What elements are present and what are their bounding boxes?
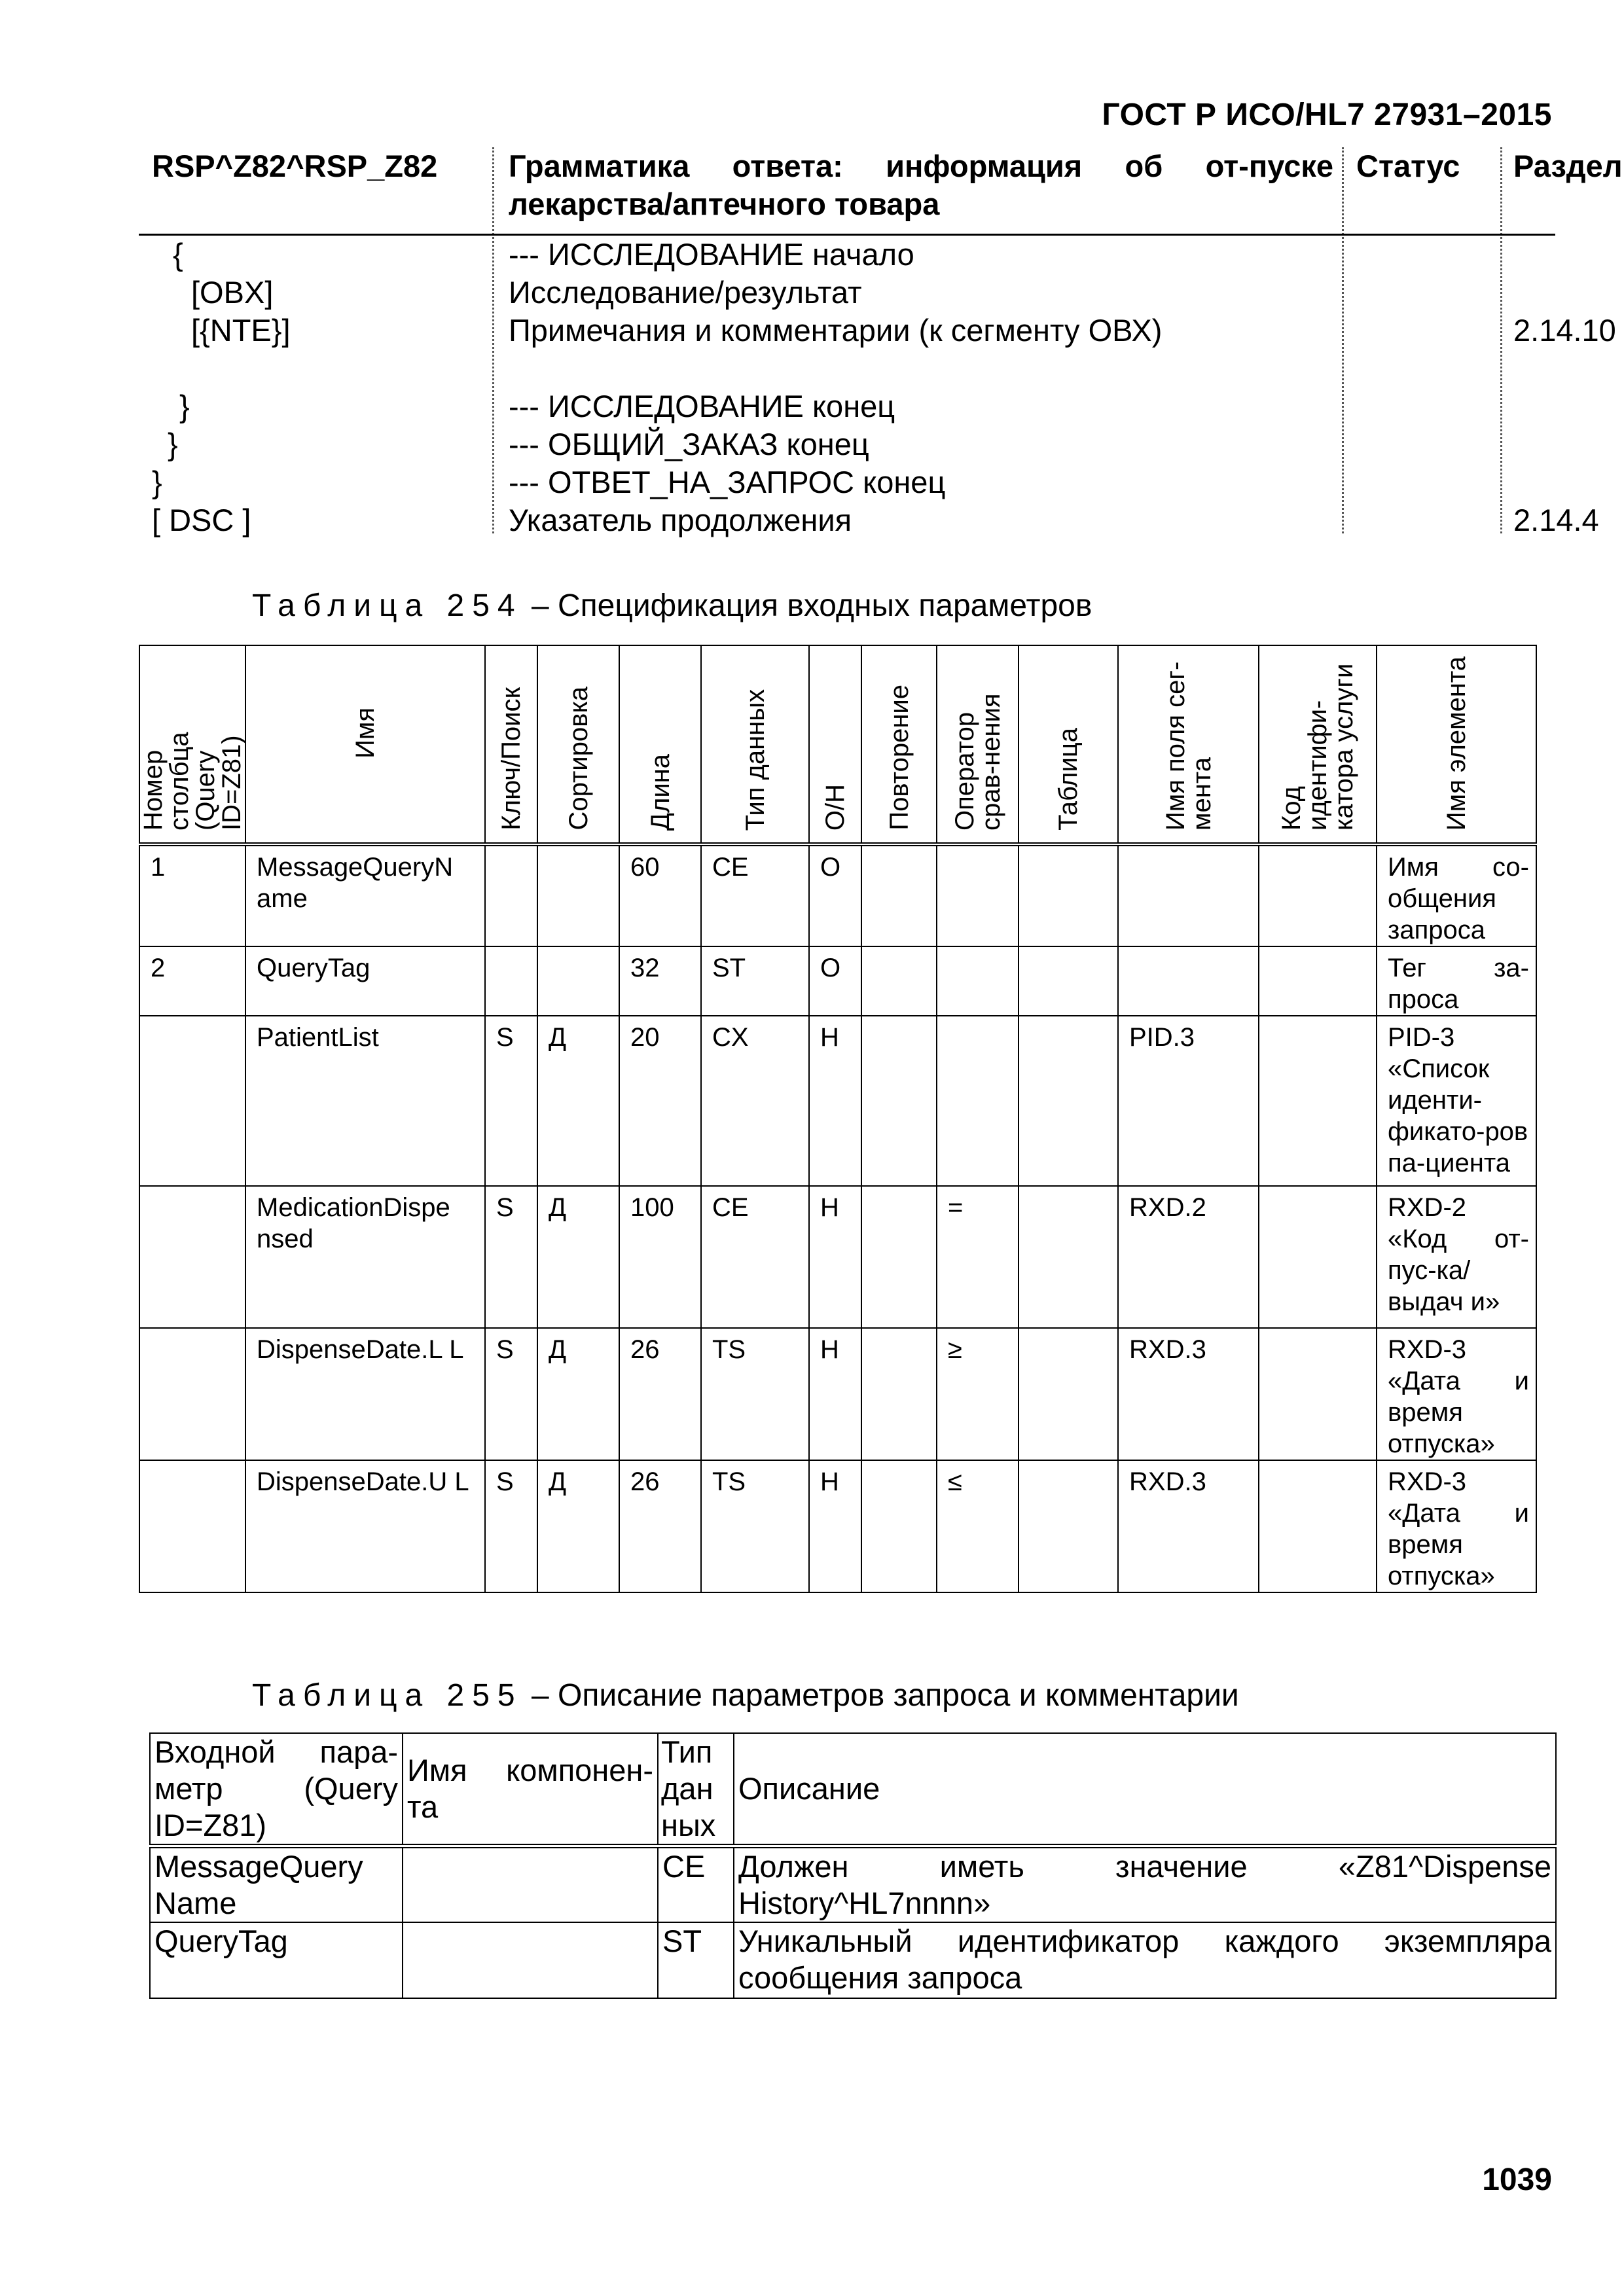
table-row [139,844,1536,946]
segment-description: Примечания и комментарии (к сегменту ОВХ) [509,313,1163,348]
table-cell: Тег за-проса [1377,946,1536,1016]
table-cell: Д [537,1460,619,1592]
table-cell [537,946,619,1016]
caption-text: – Описание параметров запроса и комментарии [531,1678,1239,1713]
table-255-caption [252,1677,1239,1713]
table-cell: 1 [139,844,245,946]
table-cell: ≤ [937,1460,1019,1592]
table-cell: RXD.3 [1118,1328,1259,1460]
table-cell: Имя со-общения запроса [1377,844,1536,946]
grammar-title-text: Грамматика ответа: информация об от-пуске лекарства/аптечного товара [509,149,1333,221]
grammar-header-row [139,147,1623,236]
table-cell: 20 [619,1016,701,1186]
table-cell [861,1186,937,1328]
column-header-label: Длина [645,753,675,831]
caption-label: Таблица 254 [252,588,523,623]
column-header-label: Имя поля сег-мента [1161,661,1216,831]
table-cell: H [809,1328,861,1460]
table-cell: RXD.3 [1118,1460,1259,1592]
table-row [139,1460,1536,1592]
table-cell: ST [658,1922,734,1998]
column-header [809,645,861,844]
segment-token: } [179,389,190,423]
table-cell: O [809,946,861,1016]
column-header [701,645,809,844]
column-header-label: Имя [351,708,380,759]
table-cell [139,1186,245,1328]
table-cell: 26 [619,1328,701,1460]
grammar-title [509,147,1333,234]
column-header [1377,645,1536,844]
column-header-label: Сортировка [564,687,593,831]
table-cell: Д [537,1186,619,1328]
table-row [150,1922,1556,1998]
table-cell [1019,1016,1118,1186]
table-cell: S [485,1328,537,1460]
column-header: Тип дан ных [658,1733,734,1846]
column-header-label: Имя элемента [1442,656,1471,831]
column-header [1259,645,1377,844]
table-cell [861,946,937,1016]
table-cell [1259,1460,1377,1592]
column-header-label: Оператор срав-нения [950,693,1005,831]
table-cell: MedicationDispe nsed [245,1186,485,1328]
table-cell: CE [658,1846,734,1923]
table-cell [1019,1186,1118,1328]
table-cell [139,1328,245,1460]
table-cell [1118,946,1259,1016]
table-cell: CE [701,844,809,946]
table-cell: TS [701,1328,809,1460]
column-header [619,645,701,844]
column-header: Имя компонен-та [403,1733,658,1846]
column-header-label: Ключ/Поиск [497,687,526,831]
table-cell: DispenseDate.U L [245,1460,485,1592]
grammar-table [139,147,1623,539]
table-cell [1019,1460,1118,1592]
table-cell: DispenseDate.L L [245,1328,485,1460]
table-254-caption [252,588,1092,624]
column-header-label: Код идентифи-катора услуги [1277,663,1358,831]
table-cell: QueryTag [150,1922,403,1998]
caption-text: – Спецификация входных параметров [531,588,1092,623]
table-cell: H [809,1186,861,1328]
table-cell: CE [701,1186,809,1328]
table-cell [1259,1186,1377,1328]
column-header [245,645,485,844]
column-header [1019,645,1118,844]
table-row [139,1016,1536,1186]
table-cell: O [809,844,861,946]
table-cell: Д [537,1016,619,1186]
segment-description: --- ОБЩИЙ_ЗАКАЗ конец [509,427,869,461]
table-cell: PID-3 «Список иденти-фикато-ров па-циента [1377,1016,1536,1186]
table-cell: PID.3 [1118,1016,1259,1186]
table-cell [937,946,1019,1016]
table-cell [1259,1328,1377,1460]
table-cell: S [485,1460,537,1592]
table-cell [861,1460,937,1592]
table-cell [937,1016,1019,1186]
table-cell [1019,844,1118,946]
table-cell [139,1016,245,1186]
table-row [139,1328,1536,1460]
grammar-segment-header: RSP^Z82^RSP_Z82 [152,149,438,183]
table-cell [1019,946,1118,1016]
table-cell [1259,946,1377,1016]
table-cell: 100 [619,1186,701,1328]
table-cell [403,1922,658,1998]
table-cell [139,1460,245,1592]
grammar-row [139,274,1555,312]
caption-label: Таблица 255 [252,1678,523,1713]
grammar-row [139,463,1555,501]
segment-token: [ DSC ] [152,503,251,537]
table-cell: S [485,1016,537,1186]
table-cell: 2 [139,946,245,1016]
table-cell [861,844,937,946]
table-cell [937,844,1019,946]
table-cell [1259,844,1377,946]
table-cell: TS [701,1460,809,1592]
column-header-label: Повторение [884,685,914,831]
table-cell [403,1846,658,1923]
table-cell: QueryTag [245,946,485,1016]
segment-token: } [168,427,178,461]
table-cell: ST [701,946,809,1016]
table-cell: RXD-2 «Код от-пус-ка/выдач и» [1377,1186,1536,1328]
table-cell [1259,1016,1377,1186]
document-id: ГОСТ Р ИСО/HL7 27931–2015 [1102,98,1552,132]
segment-description: Указатель продолжения [509,503,852,537]
segment-description: --- ИССЛЕДОВАНИЕ конец [509,389,895,423]
column-header [861,645,937,844]
table-cell [1019,1328,1118,1460]
query-parameters-description-table [149,1732,1557,1999]
column-header: Описание [734,1733,1556,1846]
table-cell [537,844,619,946]
table-cell [485,946,537,1016]
table-cell: RXD-3 «Дата и время отпуска» [1377,1460,1536,1592]
segment-token: [OBX] [191,275,274,310]
column-header: Входной пара-метр (Query ID=Z81) [150,1733,403,1846]
table-cell: Должен иметь значение «Z81^Dispense History^HL7nnnn» [734,1846,1556,1923]
segment-section: 2.14.4 [1513,503,1599,537]
column-header [139,645,245,844]
grammar-section-header: Раздел [1513,149,1623,183]
table-row [150,1846,1556,1923]
grammar-status-header: Статус [1356,149,1460,183]
grammar-row [139,501,1599,539]
table-cell: Д [537,1328,619,1460]
column-header [937,645,1019,844]
table-cell: MessageQueryN ame [245,844,485,946]
table-cell: S [485,1186,537,1328]
segment-description: --- ОТВЕТ_НА_ЗАПРОС конец [509,465,946,499]
column-header-label: Номер столбца (Query ID=Z81) [139,732,246,831]
table-cell: 32 [619,946,701,1016]
grammar-row [139,312,1616,387]
column-header-label: О/Н [821,783,850,831]
grammar-row [139,425,1555,463]
table-cell: H [809,1460,861,1592]
column-header-label: Тип данных [740,689,770,831]
table-cell: ≥ [937,1328,1019,1460]
segment-section: 2.14.10 [1513,313,1616,348]
table-cell [861,1328,937,1460]
segment-token: { [173,237,183,272]
segment-token: [{NTE}] [191,313,291,348]
table-row [139,946,1536,1016]
table-cell [1118,844,1259,946]
segment-description: Исследование/результат [509,275,862,310]
table-cell: CX [701,1016,809,1186]
table-cell: RXD-3 «Дата и время отпуска» [1377,1328,1536,1460]
grammar-row [139,387,1555,425]
table-cell: MessageQuery Name [150,1846,403,1923]
table-cell: H [809,1016,861,1186]
page-number: 1039 [1482,2162,1552,2197]
table-cell [485,844,537,946]
table-cell: = [937,1186,1019,1328]
table-cell [861,1016,937,1186]
table-row [139,1186,1536,1328]
segment-token: } [152,465,162,499]
table-header-row [150,1733,1556,1846]
column-header [485,645,537,844]
input-parameters-table [139,645,1537,1593]
segment-description: --- ИССЛЕДОВАНИЕ начало [509,237,914,272]
column-header-label: Таблица [1054,728,1083,831]
table-cell: 26 [619,1460,701,1592]
grammar-row [139,236,1555,274]
table-cell: PatientList [245,1016,485,1186]
column-header [1118,645,1259,844]
table-cell: 60 [619,844,701,946]
column-header [537,645,619,844]
table-cell: RXD.2 [1118,1186,1259,1328]
table-cell: Уникальный идентификатор каждого экземпляра сообщения запроса [734,1922,1556,1998]
